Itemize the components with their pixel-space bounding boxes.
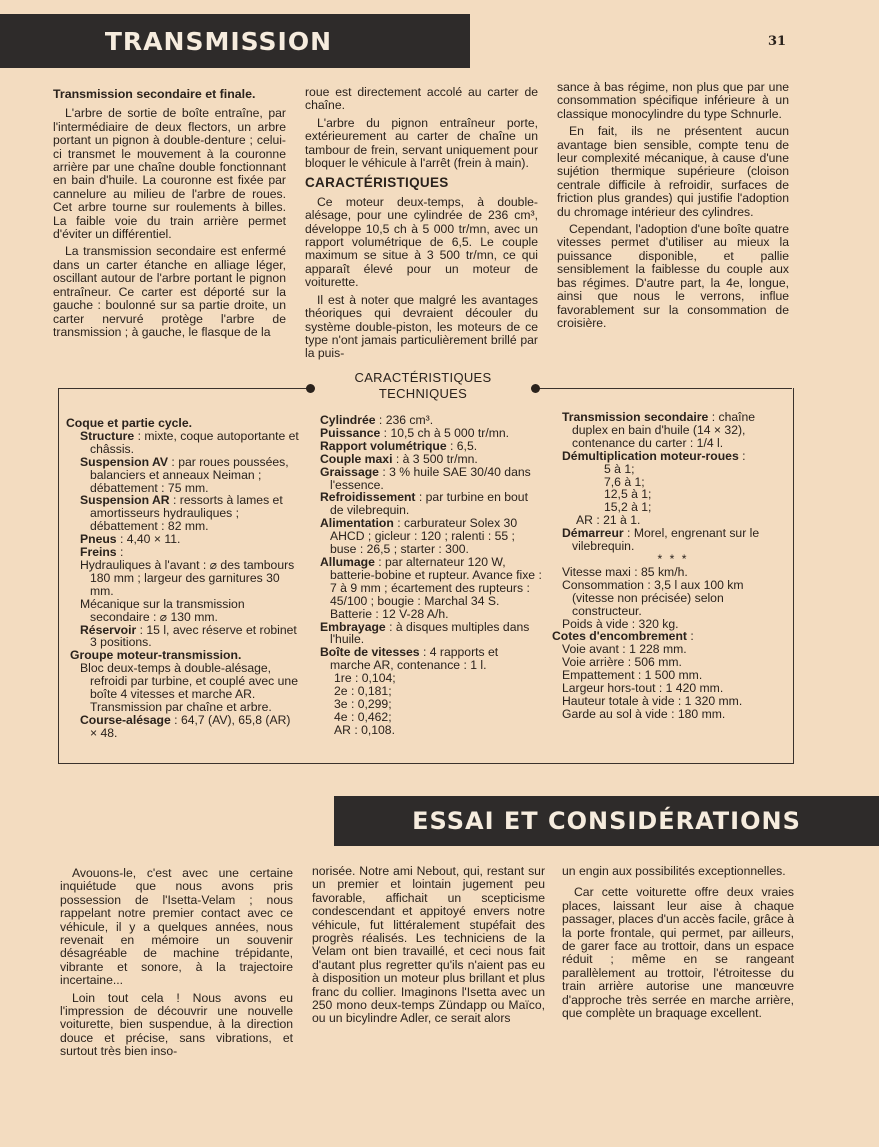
paragraph: un engin aux possibilités exceptionnelles. bbox=[562, 864, 786, 878]
box-top-rule-right bbox=[536, 388, 792, 389]
spec-heading: Cotes d'encombrement : bbox=[552, 629, 694, 644]
gear-ratio: AR : 0,108. bbox=[334, 722, 395, 737]
spec-item: Démarreur : Morel, engrenant sur le vilebrequin. bbox=[562, 526, 760, 554]
spec-item: Graissage : 3 % huile SAE 30/40 dans l'essence. bbox=[320, 464, 531, 492]
spec-item: Freins : bbox=[80, 545, 124, 560]
paragraph: Il est à noter que malgré les avantages théoriques qui devraient découler du système double-piston, les moteurs de ce type n'ont jamais particulièrement brillé par la puis- bbox=[305, 292, 538, 361]
paragraph: sance à bas régime, non plus que par une consommation spécifique inférieure à un classique monocylindre du type Schnurle. bbox=[557, 80, 789, 121]
article-column-3 bbox=[557, 81, 789, 334]
subheading: CARACTÉRISTIQUES bbox=[305, 175, 449, 191]
box-top-rule-left bbox=[58, 388, 310, 389]
bullet-dot bbox=[306, 384, 315, 393]
separator-stars: * * * bbox=[657, 551, 689, 566]
drive-ratio: 12,5 à 1; bbox=[604, 487, 652, 502]
section-title: ESSAI ET CONSIDÉRATIONS bbox=[412, 807, 801, 835]
page-number: 31 bbox=[768, 34, 787, 49]
dimension: Largeur hors-tout : 1 420 mm. bbox=[562, 681, 724, 696]
dimension: Voie arrière : 506 mm. bbox=[562, 655, 682, 670]
section-title-banner bbox=[0, 14, 470, 68]
spec-item: Rapport volumétrique : 6,5. bbox=[320, 438, 478, 453]
spec-heading: Groupe moteur-transmission. bbox=[70, 648, 242, 663]
spec-item: Bloc deux-temps à double-alésage, refroidi par turbine, et couplé avec une boîte 4 vitesses et marche AR. Transmission par chaîne et arbre. bbox=[80, 661, 298, 714]
article-column-1 bbox=[53, 88, 286, 343]
spec-item: Boîte de vitesses : 4 rapports et marche AR, contenance : 1 l. bbox=[320, 645, 499, 673]
drive-ratio: 15,2 à 1; bbox=[604, 500, 652, 515]
specs-column-right bbox=[552, 410, 784, 721]
spec-item: Alimentation : carburateur Solex 30 AHCD ; gicleur : 120 ; ralenti : 55 ; buse : 26,5 ; starter : 300. bbox=[320, 516, 518, 557]
specs-title bbox=[320, 370, 526, 402]
gear-ratio: 2e : 0,181; bbox=[334, 684, 392, 699]
paragraph: Ce moteur deux-temps, à double-alésage, pour une cylindrée de 236 cm³, développe 10,5 ch à 5 000 tr/mn, avec un rapport volumétrique de 6,5. Le couple maximum se situe à 3 500 tr/mn, ce qui apparaît élevé pour un moteur de voiturette. bbox=[305, 194, 538, 290]
spec-item: Structure : mixte, coque autoportante et châssis. bbox=[80, 428, 299, 456]
paragraph: Car cette voiturette offre deux vraies places, laissant leur aise à chaque passager, places d'un accès facile, grâce à la porte frontale, qui permet, par ailleurs, de garer face au trottoir, dans un espace réduit ; même en se rangeant parallèlement au trottoir, l'étroitesse du train arrière autorise une manœuvre d'approche très serrée en marche arrière, que complète un braquage excellent. bbox=[562, 885, 794, 1021]
essay-column-1 bbox=[60, 867, 293, 1063]
bullet-dot bbox=[531, 384, 540, 393]
spec-item: Pneus : 4,40 × 11. bbox=[80, 532, 181, 547]
dimension: Voie avant : 1 228 mm. bbox=[562, 642, 687, 657]
gear-ratio: 4e : 0,462; bbox=[334, 709, 392, 724]
section-title-banner bbox=[334, 796, 879, 846]
subheading: Transmission secondaire et finale. bbox=[53, 87, 256, 101]
paragraph: La transmission secondaire est enfermé dans un carter étanche en alliage léger, oscillant autour de l'arbre portant le pignon entraîneur. Ce carter est déporté sur la gauche : boulonné sur sa partie droite, un carter nervuré protège l'arbre de transmission ; à gauche, le flasque de la bbox=[53, 244, 286, 339]
paragraph: norisée. Notre ami Nebout, qui, restant sur un premier et lointain jugement peu favorable, affichait un scepticisme condescendant et appitoyé envers notre véhicule, fut littéralement stupéfait des progrès réalisés. Les techniciens de la Velam ont bien travaillé, et ceci nous fait d'autant plus regretter qu'ils n'aient pas eu à disposition un moteur plus brillant et plus franc du collier. Imaginons l'Isetta avec un 250 mono deux-temps Zündapp ou Maïco, ou un bicylindre Adler, ce serait alors bbox=[312, 864, 545, 1026]
specs-title-line: TECHNIQUES bbox=[378, 386, 468, 401]
spec-item: Hydrauliques à l'avant : ⌀ des tambours 180 mm ; largeur des garnitures 30 mm. bbox=[80, 557, 295, 598]
paragraph: L'arbre du pignon entraîneur porte, extérieurement au carter de chaîne un tambour de frein, servant uniquement pour bloquer le véhicule à l'arrêt (frein à main). bbox=[305, 115, 538, 171]
specs-column-middle bbox=[320, 414, 542, 737]
paragraph: Loin tout cela ! Nous avons eu l'impression de découvrir une nouvelle voiturette, bien suspendue, à la direction douce et précise, sans vibrations, et surtout très bien inso- bbox=[60, 990, 293, 1059]
essay-column-3 bbox=[562, 865, 794, 1024]
spec-item: Refroidissement : par turbine en bout de vilebrequin. bbox=[320, 490, 528, 518]
paragraph: Cependant, l'adoption d'une boîte quatre vitesses permet d'utiliser au mieux la puissance disponible, et pallie sensiblement la faiblesse du couple aux bas régimes. D'autre part, la 4e, longue, ainsi que nous le verrons, influe favorablement sur la consommation de croisière. bbox=[557, 222, 789, 330]
spec-item: Vitesse maxi : 85 km/h. bbox=[562, 564, 688, 579]
spec-item: Couple maxi : à 3 500 tr/mn. bbox=[320, 451, 478, 466]
drive-ratio: 5 à 1; bbox=[604, 461, 635, 476]
dimension: Garde au sol à vide : 180 mm. bbox=[562, 706, 726, 721]
dimension: Hauteur totale à vide : 1 320 mm. bbox=[562, 693, 743, 708]
section-title: TRANSMISSION bbox=[104, 26, 332, 56]
paragraph: L'arbre de sortie de boîte entraîne, par l'intermédiaire de deux flectors, un arbre portant un pignon à double-denture ; celui-ci transmet le mouvement à la couronne arrière par une chaîne double fonctionnant en bain d'huile. La couronne est fixée par cannelure au milieu de l'arbre de roues. Cet arbre tourne sur roulements à billes. La faible voie du train arrière permet d'éviter un différentiel. bbox=[53, 106, 286, 242]
spec-item: Embrayage : à disques multiples dans l'huile. bbox=[320, 619, 530, 647]
spec-item: Suspension AV : par roues poussées, balanciers et anneaux Neiman ; débattement : 75 mm. bbox=[80, 454, 289, 495]
article-column-2 bbox=[305, 86, 538, 365]
spec-item: Transmission secondaire : chaîne duplex en bain d'huile (14 × 32), contenance du carter : 1/4 l. bbox=[562, 410, 756, 450]
spec-item: Mécanique sur la transmission secondaire : ⌀ 130 mm. bbox=[80, 596, 245, 624]
drive-ratio: 7,6 à 1; bbox=[604, 474, 645, 489]
gear-ratio: 1re : 0,104; bbox=[334, 671, 396, 686]
spec-item: Poids à vide : 320 kg. bbox=[562, 616, 679, 631]
spec-item: Suspension AR : ressorts à lames et amortisseurs hydrauliques ; débattement : 82 mm. bbox=[80, 493, 283, 534]
spec-item: Cylindrée : 236 cm³. bbox=[320, 413, 434, 427]
spec-item: Démultiplication moteur-roues : bbox=[562, 448, 746, 463]
paragraph: Avouons-le, c'est avec une certaine inquiétude que nous avons pris possession de l'Isetta-Velam ; nous rappelant notre premier contact avec ce véhicule, il y a quelques années, nous revenait en mémoire un souvenir désagréable de machine trépidante, vibrante et sonore, à la trajectoire incertaine... bbox=[60, 866, 293, 988]
spec-item: Course-alésage : 64,7 (AV), 65,8 (AR) × 48. bbox=[80, 712, 291, 740]
drive-ratio: AR : 21 à 1. bbox=[576, 513, 641, 528]
spec-item: Consommation : 3,5 l aux 100 km (vitesse non précisée) selon constructeur. bbox=[562, 577, 744, 618]
specs-title-line: CARACTÉRISTIQUES bbox=[354, 370, 492, 385]
paragraph: En fait, ils ne présentent aucun avantage bien sensible, compte tenu de leur complexité mécanique, à cause d'une sujétion thermique supérieure (cloison centrale difficile à refroidir, surfaces de friction plus grandes) qui justifie l'adoption du chromage intérieur des cylindres. bbox=[557, 124, 789, 219]
spec-item: Réservoir : 15 l, avec réserve et robinet 3 positions. bbox=[80, 622, 297, 650]
paragraph: roue est directement accolé au carter de chaîne. bbox=[305, 85, 538, 113]
dimension: Empattement : 1 500 mm. bbox=[562, 668, 703, 683]
essay-column-2 bbox=[312, 865, 545, 1030]
gear-ratio: 3e : 0,299; bbox=[334, 696, 392, 711]
specs-column-left bbox=[66, 417, 300, 740]
spec-item: Allumage : par alternateur 120 W, batterie-bobine et rupteur. Avance fixe : 7 à 9 mm ; écartement des rupteurs : 45/100 ; bougie : Marchal 34 S. Batterie : 12 V-28 A/h. bbox=[320, 554, 542, 621]
spec-item: Puissance : 10,5 ch à 5 000 tr/mn. bbox=[320, 425, 510, 440]
spec-heading: Coque et partie cycle. bbox=[66, 416, 192, 430]
